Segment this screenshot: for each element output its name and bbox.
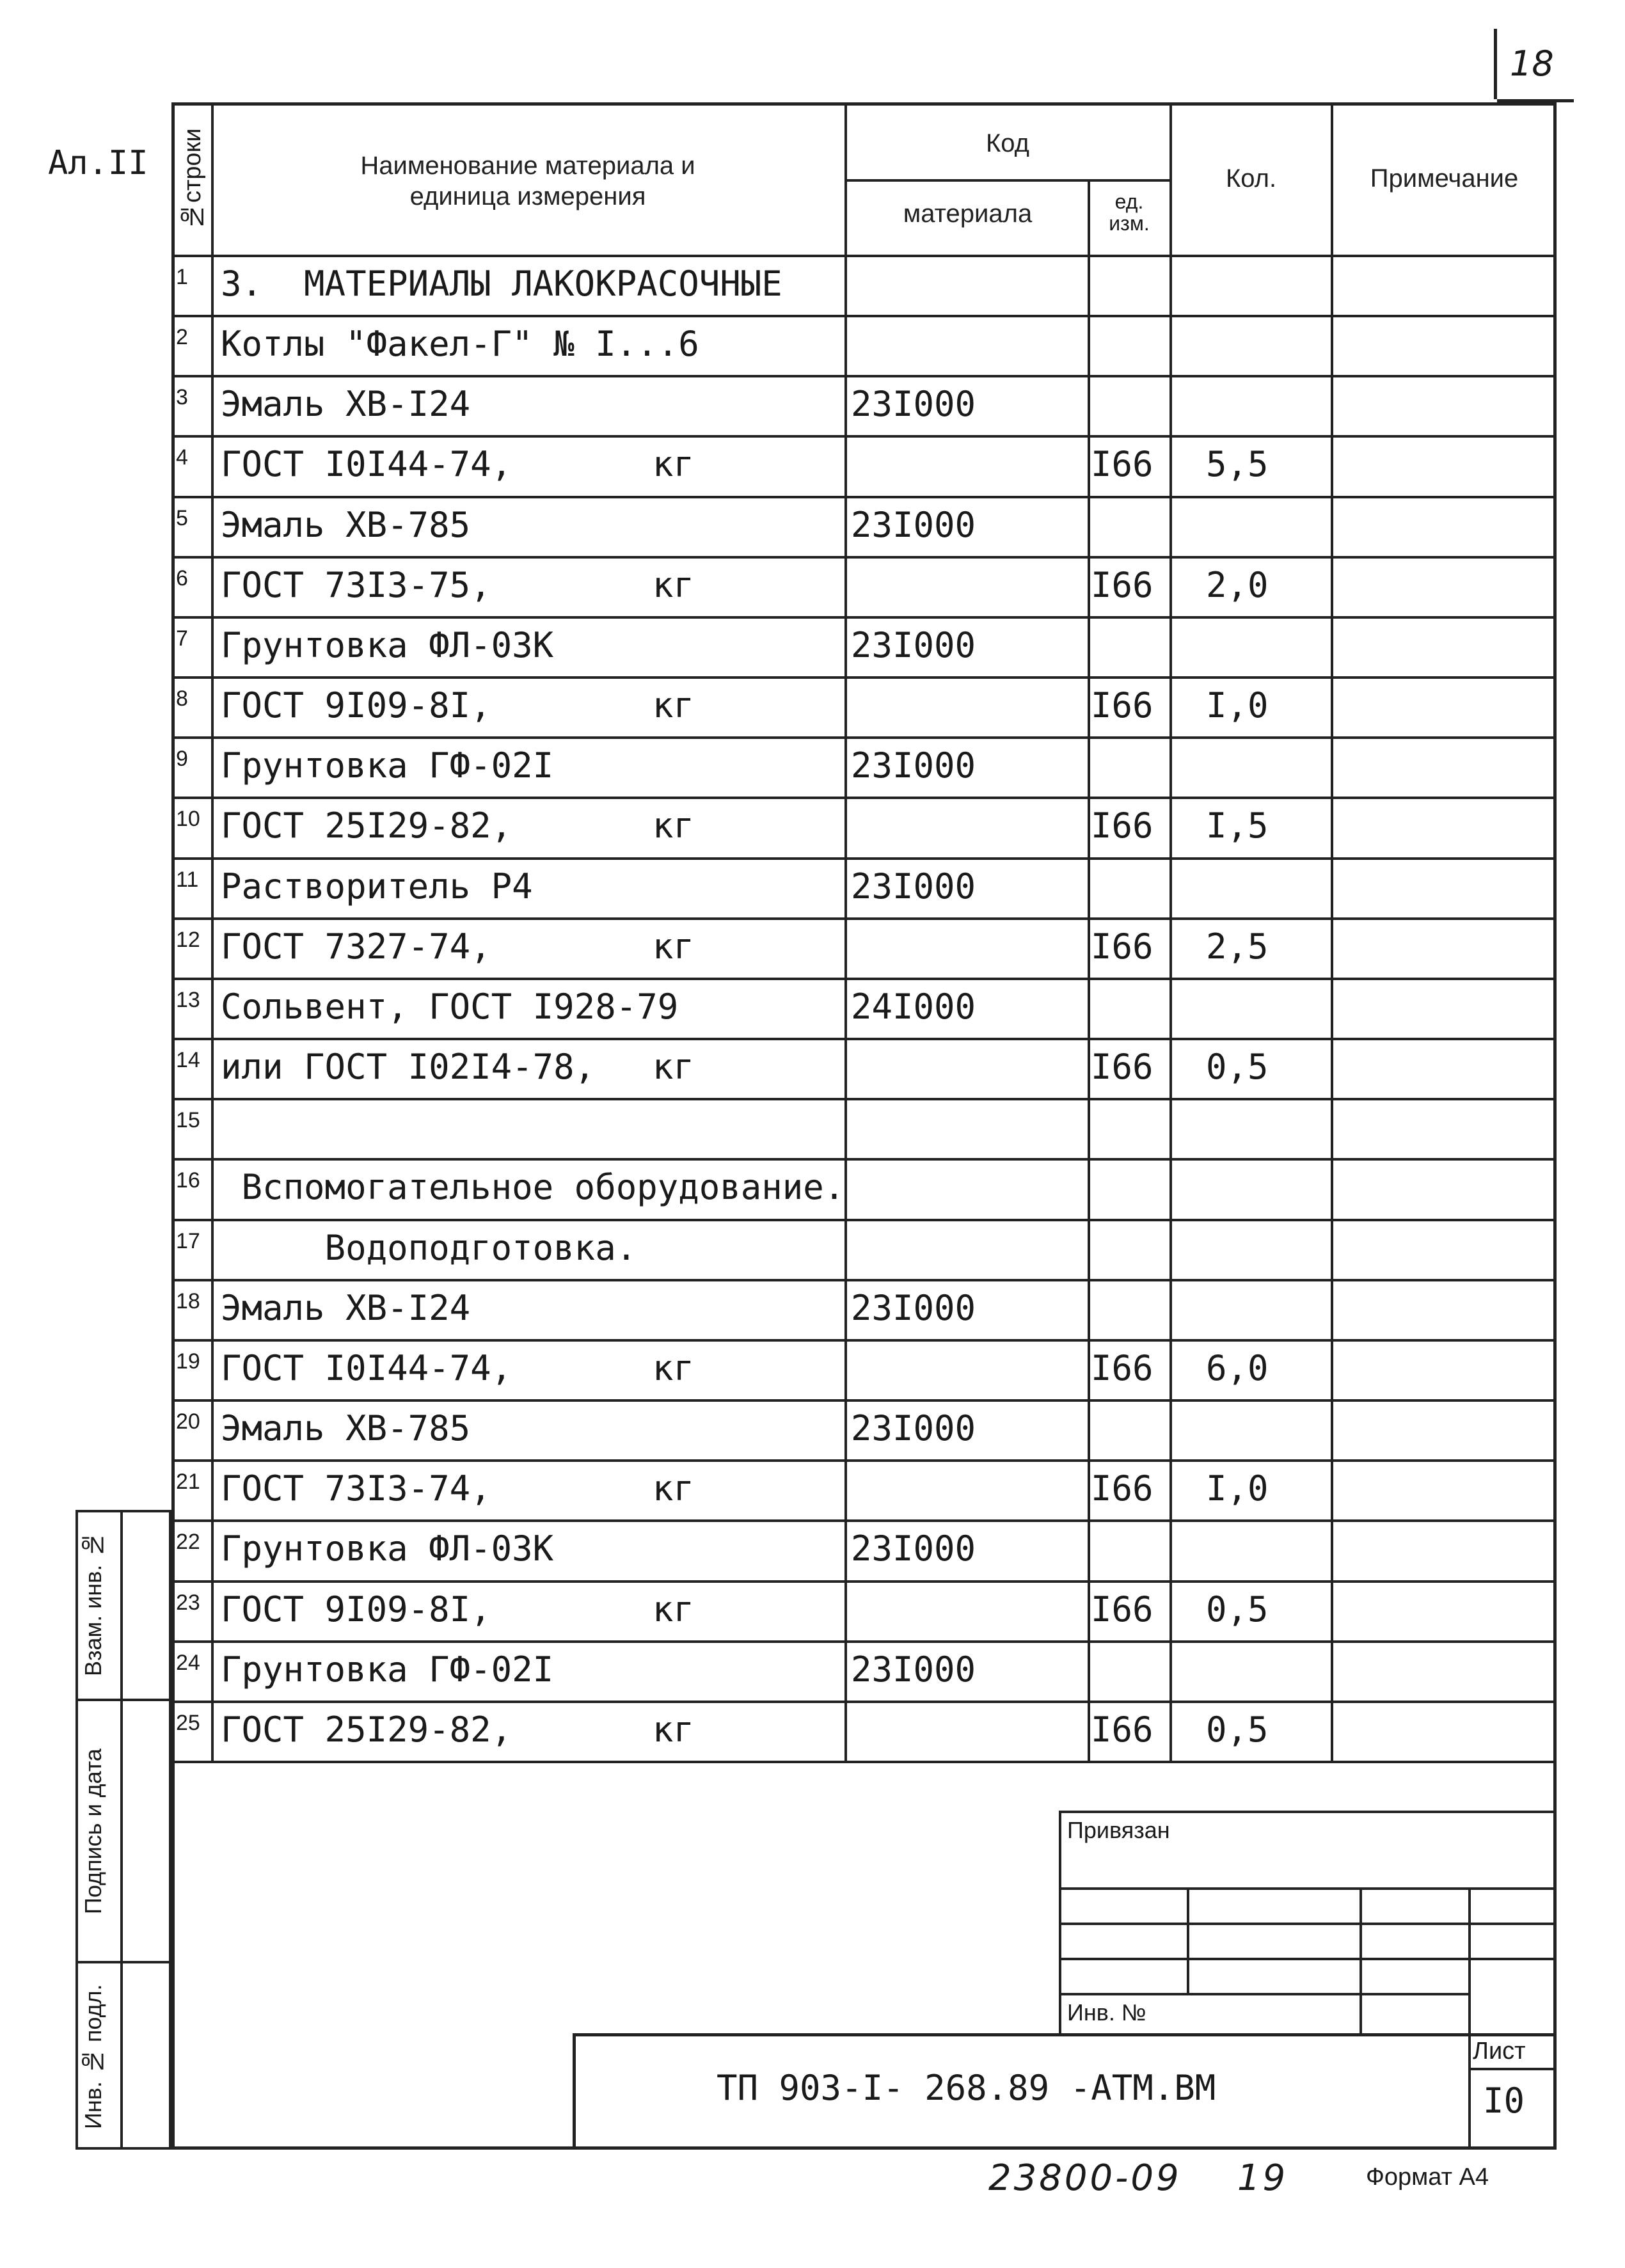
row-number: 18 xyxy=(176,1289,200,1313)
material-code: 23I000 xyxy=(851,745,976,786)
row-number: 8 xyxy=(176,686,188,711)
row-separator xyxy=(171,556,1557,559)
row-number: 10 xyxy=(176,807,200,832)
material-name: Растворитель Р4 xyxy=(221,866,533,907)
row-separator xyxy=(171,1219,1557,1221)
row-separator xyxy=(171,1098,1557,1100)
material-name: Водоподготовка. xyxy=(221,1227,637,1268)
material-name: Грунтовка ГФ-02I xyxy=(221,745,554,786)
margin-inv-podl-label: Инв. № подл. xyxy=(80,1984,106,2129)
unit-code: I66 xyxy=(1091,1047,1153,1088)
row-separator xyxy=(171,1158,1557,1161)
material-name: ГОСТ 25I29-82, xyxy=(221,805,512,846)
row-number: 12 xyxy=(176,927,200,952)
row-separator xyxy=(171,315,1557,317)
stamp-line-2 xyxy=(1059,1923,1557,1925)
stamp-line-1 xyxy=(1059,1887,1557,1890)
row-separator xyxy=(171,1640,1557,1643)
sheet-label: Лист xyxy=(1473,2038,1526,2065)
quantity: I,0 xyxy=(1206,1468,1269,1509)
unit-label: кг xyxy=(653,926,695,967)
material-name: ГОСТ 73I3-75, xyxy=(221,564,491,605)
material-name: ГОСТ 73I3-74, xyxy=(221,1468,491,1509)
row-number: 22 xyxy=(176,1530,200,1555)
sheet-value: I0 xyxy=(1483,2081,1525,2121)
row-separator xyxy=(171,435,1557,438)
col-line-material xyxy=(1088,179,1090,1761)
unit-code: I66 xyxy=(1091,1468,1153,1509)
header-code: Код xyxy=(985,129,1029,157)
unit-label: кг xyxy=(653,1709,695,1750)
material-name: 3. МАТЕРИАЛЫ ЛАКОКРАСОЧНЫЕ xyxy=(221,264,782,304)
material-code: 23I000 xyxy=(851,1649,976,1690)
unit-label: кг xyxy=(653,805,695,846)
col-line-name xyxy=(844,102,847,1761)
header-code-unit: ед. изм. xyxy=(1109,190,1150,235)
material-name: Эмаль ХВ-I24 xyxy=(221,384,471,425)
material-name: Грунтовка ФЛ-03К xyxy=(221,1528,554,1569)
row-number: 9 xyxy=(176,747,188,772)
footer-handwritten-number: 23800-09 19 xyxy=(988,2157,1288,2199)
stamp-inv-label: Инв. № xyxy=(1067,1999,1146,2026)
unit-label: кг xyxy=(653,564,695,605)
unit-code: I66 xyxy=(1091,444,1153,485)
margin-podpis-label: Подпись и дата xyxy=(80,1749,106,1914)
stamp-line-4 xyxy=(1059,1993,1468,1995)
row-number: 1 xyxy=(176,265,188,289)
row-separator xyxy=(171,857,1557,860)
material-name: ГОСТ 9I09-8I, xyxy=(221,1589,491,1630)
material-code: 23I000 xyxy=(851,384,976,425)
row-separator xyxy=(171,1399,1557,1402)
unit-label: кг xyxy=(653,444,695,485)
margin-divider xyxy=(120,1510,123,2150)
header-name: Наименование материала и единица измерения xyxy=(360,152,695,210)
unit-code: I66 xyxy=(1091,685,1153,726)
unit-code: I66 xyxy=(1091,805,1153,846)
header-row-number: №строки xyxy=(179,128,206,230)
code-subheader-line xyxy=(844,179,1169,182)
material-name: ГОСТ I0I44-74, xyxy=(221,1347,512,1388)
quantity: 2,5 xyxy=(1206,926,1269,967)
stamp-col-1 xyxy=(1187,1887,1189,1993)
material-code: 23I000 xyxy=(851,624,976,665)
row-number: 7 xyxy=(176,626,188,651)
material-name: Сольвент, ГОСТ I928-79 xyxy=(221,986,679,1027)
material-name: ГОСТ I0I44-74, xyxy=(221,444,512,485)
material-code: 23I000 xyxy=(851,1528,976,1569)
row-separator xyxy=(171,1339,1557,1342)
row-number: 20 xyxy=(176,1409,200,1434)
material-name: Котлы "Факел-Г" № I...6 xyxy=(221,324,699,365)
material-name: Грунтовка ГФ-02I xyxy=(221,1649,554,1690)
row-separator xyxy=(171,797,1557,799)
sheet-label-line xyxy=(1468,2068,1557,2070)
header-note: Примечание xyxy=(1370,164,1519,193)
row-number: 3 xyxy=(176,385,188,410)
unit-label: кг xyxy=(653,1468,695,1509)
unit-label: кг xyxy=(653,1347,695,1388)
header-bottom-line xyxy=(171,255,1557,257)
col-line-rowno xyxy=(211,102,214,1761)
header-code-material: материала xyxy=(903,200,1033,228)
unit-code: I66 xyxy=(1091,1347,1153,1388)
material-name: ГОСТ 7327-74, xyxy=(221,926,491,967)
material-code: 23I000 xyxy=(851,866,976,907)
material-name: ГОСТ 25I29-82, xyxy=(221,1709,512,1750)
quantity: 0,5 xyxy=(1206,1589,1269,1630)
row-separator xyxy=(171,1701,1557,1703)
row-separator xyxy=(171,978,1557,980)
row-number: 17 xyxy=(176,1228,200,1253)
material-name: Эмаль ХВ-785 xyxy=(221,504,471,545)
header-qty: Кол. xyxy=(1225,164,1277,193)
row-number: 15 xyxy=(176,1108,200,1133)
quantity: 0,5 xyxy=(1206,1709,1269,1750)
row-number: 14 xyxy=(176,1048,200,1073)
material-name: Грунтовка ФЛ-03К xyxy=(221,624,554,665)
material-code: 23I000 xyxy=(851,1287,976,1328)
material-code: 24I000 xyxy=(851,986,976,1027)
row-separator xyxy=(171,1279,1557,1281)
quantity: 5,5 xyxy=(1206,444,1269,485)
material-code: 23I000 xyxy=(851,1408,976,1449)
row-separator xyxy=(171,1519,1557,1522)
row-separator xyxy=(171,1580,1557,1583)
row-separator xyxy=(171,496,1557,498)
row-number: 19 xyxy=(176,1349,200,1374)
margin-sep-2 xyxy=(75,1961,171,1963)
margin-sep-1 xyxy=(75,1699,171,1701)
sheet-col-line xyxy=(1468,2033,1471,2150)
stamp-col-2 xyxy=(1359,1887,1362,2034)
row-separator xyxy=(171,1038,1557,1040)
row-number: 11 xyxy=(176,867,199,892)
row-separator xyxy=(171,616,1557,619)
row-number: 2 xyxy=(176,325,188,350)
row-number: 21 xyxy=(176,1470,200,1495)
unit-label: кг xyxy=(653,685,695,726)
album-label: Ал.II xyxy=(48,144,148,182)
material-name: ГОСТ 9I09-8I, xyxy=(221,685,491,726)
unit-code: I66 xyxy=(1091,926,1153,967)
margin-vzam-label: Взам. инв. № xyxy=(80,1532,106,1677)
row-number: 4 xyxy=(176,445,188,470)
row-number: 6 xyxy=(176,566,188,591)
stamp-line-3 xyxy=(1059,1958,1557,1960)
material-name: Вспомогательное оборудование. xyxy=(221,1167,845,1208)
col-line-qty xyxy=(1331,102,1333,1761)
row-number: 13 xyxy=(176,987,200,1012)
designation-text: ТП 903-I- 268.89 -АТМ.ВМ xyxy=(717,2068,1216,2108)
top-border-mark xyxy=(1494,29,1497,99)
row-separator xyxy=(171,375,1557,377)
quantity: I,5 xyxy=(1206,805,1269,846)
row-number: 5 xyxy=(176,505,188,530)
quantity: I,0 xyxy=(1206,685,1269,726)
row-separator xyxy=(171,917,1557,920)
stamp-tied-label: Привязан xyxy=(1067,1817,1170,1843)
unit-label: кг xyxy=(653,1589,695,1630)
footer-format: Формат А4 xyxy=(1366,2164,1489,2191)
quantity: 2,0 xyxy=(1206,564,1269,605)
row-separator xyxy=(171,676,1557,679)
row-separator xyxy=(171,1459,1557,1462)
unit-label: кг xyxy=(653,1047,695,1088)
top-sheet-number: 18 xyxy=(1510,44,1554,84)
material-name: или ГОСТ I02I4-78, xyxy=(221,1047,596,1088)
row-separator xyxy=(171,1761,1557,1763)
quantity: 6,0 xyxy=(1206,1347,1269,1388)
material-name: Эмаль ХВ-I24 xyxy=(221,1287,471,1328)
stamp-col-3 xyxy=(1468,1887,1471,2034)
row-number: 24 xyxy=(176,1650,200,1675)
row-number: 16 xyxy=(176,1168,200,1193)
material-name: Эмаль ХВ-785 xyxy=(221,1408,471,1449)
row-number: 23 xyxy=(176,1590,200,1615)
unit-code: I66 xyxy=(1091,1589,1153,1630)
unit-code: I66 xyxy=(1091,564,1153,605)
quantity: 0,5 xyxy=(1206,1047,1269,1088)
material-code: 23I000 xyxy=(851,504,976,545)
row-separator xyxy=(171,736,1557,739)
row-number: 25 xyxy=(176,1710,200,1735)
unit-code: I66 xyxy=(1091,1709,1153,1750)
col-line-unit xyxy=(1169,102,1172,1761)
